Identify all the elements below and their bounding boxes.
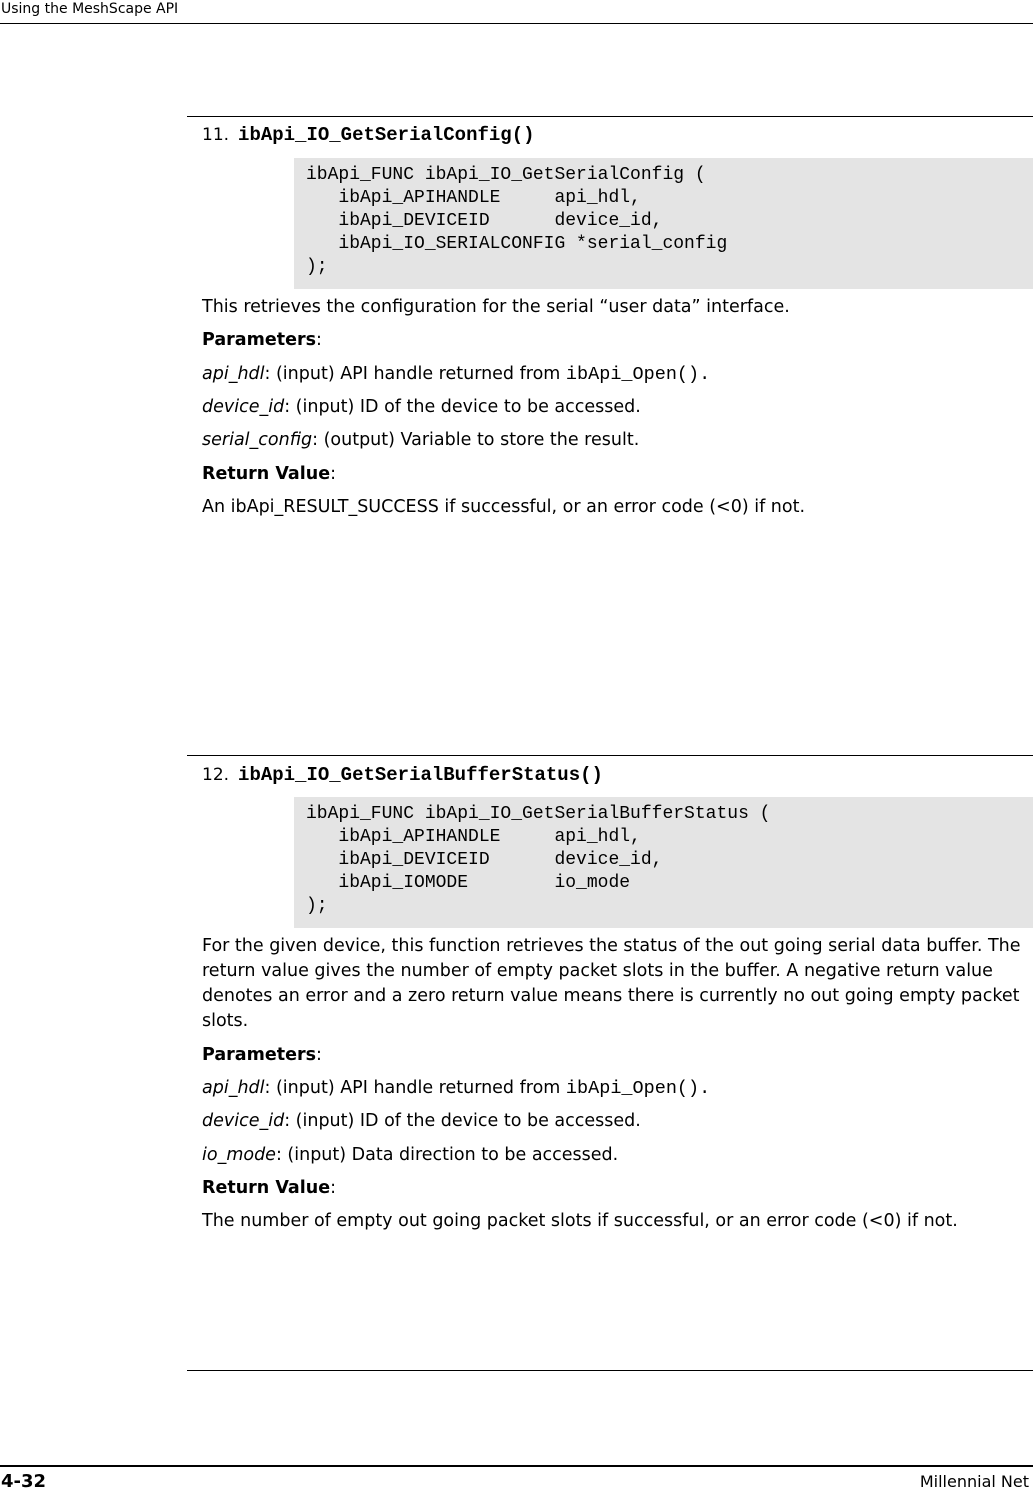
param-device-id xyxy=(202,395,1030,420)
param-name: device_id xyxy=(202,397,285,417)
param-device-id xyxy=(202,1109,1030,1134)
code-reference: ibApi_Open(). xyxy=(565,1078,711,1099)
parameters-heading: Parameters: xyxy=(202,1045,322,1065)
param-text: : (input) API handle returned from xyxy=(264,364,566,384)
param-name: device_id xyxy=(202,1111,285,1131)
param-name: api_hdl xyxy=(202,364,265,384)
parameters-label: Parameters xyxy=(202,330,316,350)
section-number: 11. xyxy=(202,125,230,145)
section-title xyxy=(202,764,603,786)
code-line: ); xyxy=(306,257,328,277)
param-name: api_hdl xyxy=(202,1078,265,1098)
return-text: The number of empty out going packet slots if successful, or an error code (<0) if not. xyxy=(202,1211,958,1231)
code-line: ibApi_DEVICEID device_id, xyxy=(306,211,663,231)
return-text: An ibApi_RESULT_SUCCESS if successful, or an error code (<0) if not. xyxy=(202,497,806,517)
code-line: ibApi_IO_SERIALCONFIG *serial_config xyxy=(306,234,728,254)
code-line: ibApi_DEVICEID device_id, xyxy=(306,850,663,870)
code-line: ibApi_FUNC ibApi_IO_GetSerialBufferStatus ( xyxy=(306,804,771,824)
code-block xyxy=(294,158,1033,289)
return-heading: Return Value: xyxy=(202,1178,336,1198)
param-name: serial_config xyxy=(202,430,313,450)
code-line: ibApi_APIHANDLE api_hdl, xyxy=(306,827,641,847)
param-name: io_mode xyxy=(202,1145,276,1165)
param-api-hdl xyxy=(202,1076,1030,1101)
return-label: Return Value xyxy=(202,1178,331,1198)
section-title xyxy=(202,124,535,146)
param-text: : (output) Variable to store the result. xyxy=(312,430,640,450)
parameters-heading: Parameters: xyxy=(202,330,322,350)
function-name: ibApi_IO_GetSerialConfig() xyxy=(238,124,535,146)
section-divider xyxy=(187,755,1033,756)
footer-rule xyxy=(0,1465,1033,1467)
return-label: Return Value xyxy=(202,464,331,484)
param-io-mode xyxy=(202,1143,1030,1168)
param-text: : (input) ID of the device to be accessed. xyxy=(284,397,641,417)
parameters-label: Parameters xyxy=(202,1045,316,1065)
function-name: ibApi_IO_GetSerialBufferStatus() xyxy=(238,764,603,786)
section-divider xyxy=(187,1370,1033,1371)
return-heading: Return Value: xyxy=(202,464,336,484)
code-line: ibApi_FUNC ibApi_IO_GetSerialConfig ( xyxy=(306,165,706,185)
code-line: ); xyxy=(306,896,328,916)
code-reference: ibApi_Open(). xyxy=(565,364,711,385)
page-number: 4-32 xyxy=(1,1471,47,1492)
param-serial-config xyxy=(202,428,1030,453)
param-text: : (input) API handle returned from xyxy=(264,1078,566,1098)
footer-publisher: Millennial Net xyxy=(919,1472,1029,1491)
param-text: : (input) Data direction to be accessed. xyxy=(275,1145,619,1165)
param-api-hdl xyxy=(202,362,1030,387)
section-divider xyxy=(187,116,1033,117)
section-number: 12. xyxy=(202,765,230,785)
description: For the given device, this function retrieves the status of the out going serial data buffer. The return value gives the number of empty packet slots in the buffer. A negative return value denotes an error and a zero return value means there is currently no out going empty packet slots. xyxy=(202,936,1021,1031)
param-text: : (input) ID of the device to be accessed. xyxy=(284,1111,641,1131)
description: This retrieves the configuration for the serial “user data” interface. xyxy=(202,297,790,317)
running-header: Using the MeshScape API xyxy=(1,1,179,17)
code-line: ibApi_IOMODE io_mode xyxy=(306,873,631,893)
code-line: ibApi_APIHANDLE api_hdl, xyxy=(306,188,641,208)
header-rule xyxy=(0,23,1033,24)
code-block xyxy=(294,797,1033,928)
